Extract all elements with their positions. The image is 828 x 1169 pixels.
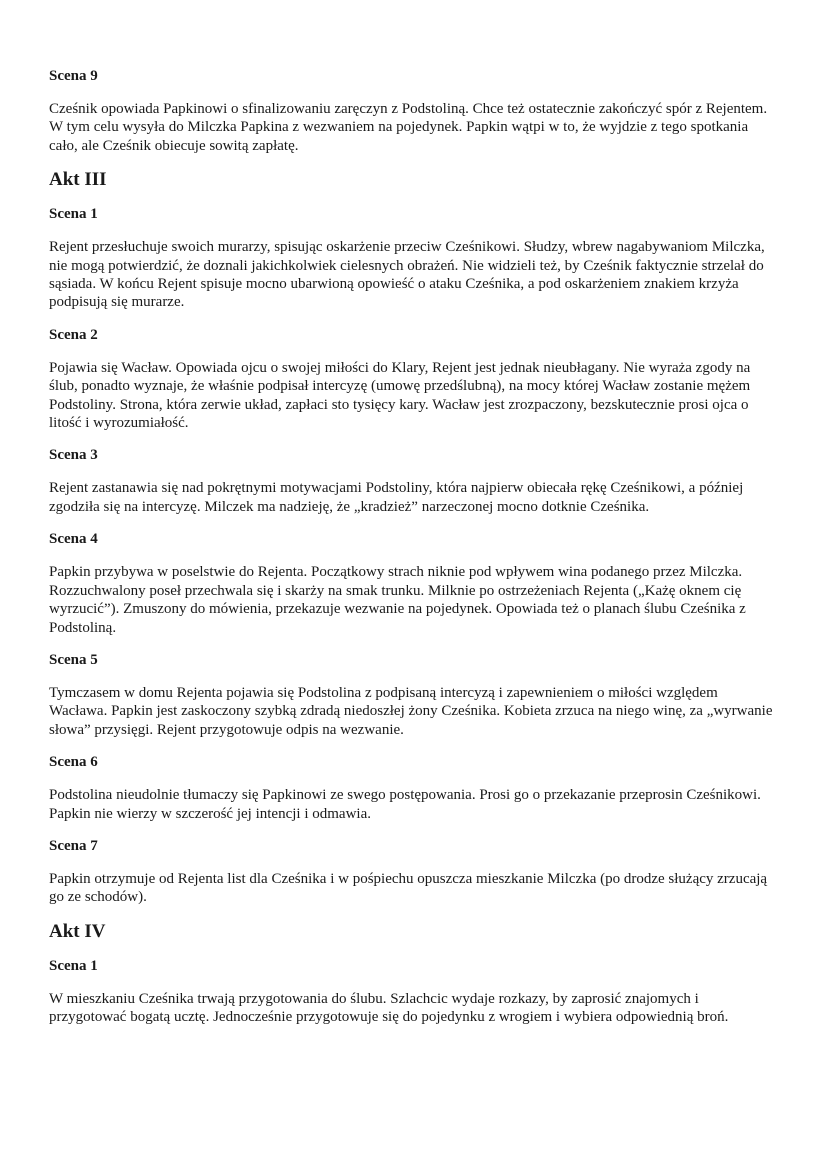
scene-section [49, 445, 779, 516]
scene-heading: Scena 5 [49, 651, 98, 668]
scene-heading: Scena 1 [49, 206, 98, 223]
scene-paragraph: Cześnik opowiada Papkinowi o sfinalizowaniu zaręczyn z Podstoliną. Chce też ostatecznie zakończyć spór z Rejentem. W tym celu wysyła do Milczka Papkina z wezwaniem na pojedynek. Papkin wątpi w to, że wyjdzie z tego spotkania cało, ale Cześnik obiecuje sowitą zapłatę. [49, 101, 768, 154]
document-page [49, 66, 779, 1040]
scene-paragraph: Tymczasem w domu Rejenta pojawia się Podstolina z podpisaną intercyzą i zapewnieniem o miłości względem Wacława. Papkin jest zaskoczony szybką zdradą niedoszłej żony Cześnika. Kobieta zrzuca na niego winę, za „wyrwanie słowa” przysięgi. Rejent przygotowuje odpis na wezwanie. [49, 684, 773, 738]
act-heading: Akt IV [49, 920, 106, 942]
scene-heading: Scena 1 [49, 957, 98, 974]
scene-heading: Scena 6 [49, 754, 98, 771]
scene-paragraph: Podstolina nieudolnie tłumaczy się Papkinowi ze swego postępowania. Prosi go o przekazanie przeprosin Cześnikowi. Papkin nie wierzy w szczerość jej intencji i odmawia. [49, 787, 761, 822]
scene-section [49, 325, 779, 433]
scene-paragraph: W mieszkaniu Cześnika trwają przygotowania do ślubu. Szlachcic wydaje rozkazy, by zaprosić znajomych i przygotować bogatą ucztę. Jednocześnie przygotowuje się do pojedynku z wrogiem i wybiera odpowiednią broń. [49, 990, 729, 1026]
scene-paragraph: Papkin otrzymuje od Rejenta list dla Cześnika i w pośpiechu opuszcza mieszkanie Milczka (po drodze służący zrzucają go ze schodów). [49, 870, 768, 906]
scene-paragraph: Pojawia się Wacław. Opowiada ojcu o swojej miłości do Klary, Rejent jest jednak nieubłagany. Nie wyraża zgody na ślub, ponadto wyznaje, że właśnie podpisał intercyzę (umowę przedślubną), na mocy której Wacław zostanie mężem Podstoliny. Strona, która zerwie układ, zapłaci sto tysięcy kary. Wacław jest zrozpaczony, bezskutecznie prosi ojca o litość i wyrozumiałość. [49, 359, 751, 432]
scene-section [49, 529, 779, 637]
scene-heading: Scena 4 [49, 531, 98, 548]
scene-section [49, 204, 779, 312]
act-heading: Akt III [49, 169, 107, 191]
scene-paragraph: Rejent zastanawia się nad pokrętnymi motywacjami Podstoliny, która najpierw obiecała rękę Cześnikowi, a później zgodziła się na intercyzę. Milczek ma nadzieję, że „kradzież” narzeczonej mocno dotknie Cześnika. [49, 480, 744, 515]
scene-section [49, 956, 779, 1027]
scene-heading: Scena 2 [49, 326, 98, 343]
scene-section [49, 836, 779, 907]
scene-heading: Scena 3 [49, 447, 98, 464]
scene-heading: Scena 9 [49, 68, 98, 84]
scene-section [49, 752, 779, 823]
scene-section [49, 650, 779, 739]
scene-heading: Scena 7 [49, 837, 98, 854]
scene-paragraph: Papkin przybywa w poselstwie do Rejenta. Początkowy strach niknie pod wpływem wina podanego przez Milczka. Rozzuchwalony poseł przechwala się i skarży na smak trunku. Milknie po ostrzeżeniach Rejenta („Każę oknem cię wyrzucić”). Zmuszony do mówienia, przekazuje wezwanie na pojedynek. Opowiada też o planach ślubu Cześnika z Podstoliną. [49, 564, 746, 636]
scene-paragraph: Rejent przesłuchuje swoich murarzy, spisując oskarżenie przeciw Cześnikowi. Słudzy, wbrew nagabywaniom Milczka, nie mogą potwierdzić, że doznali jakichkolwiek cielesnych obrażeń. Nie widzieli też, by Cześnik faktycznie strzelał do sąsiada. W końcu Rejent spisuje mocno ubarwioną opowieść o ataku Cześnika, a pod oskarżeniem znakiem krzyża podpisują się murarze. [49, 239, 765, 311]
scene-section [49, 66, 779, 155]
